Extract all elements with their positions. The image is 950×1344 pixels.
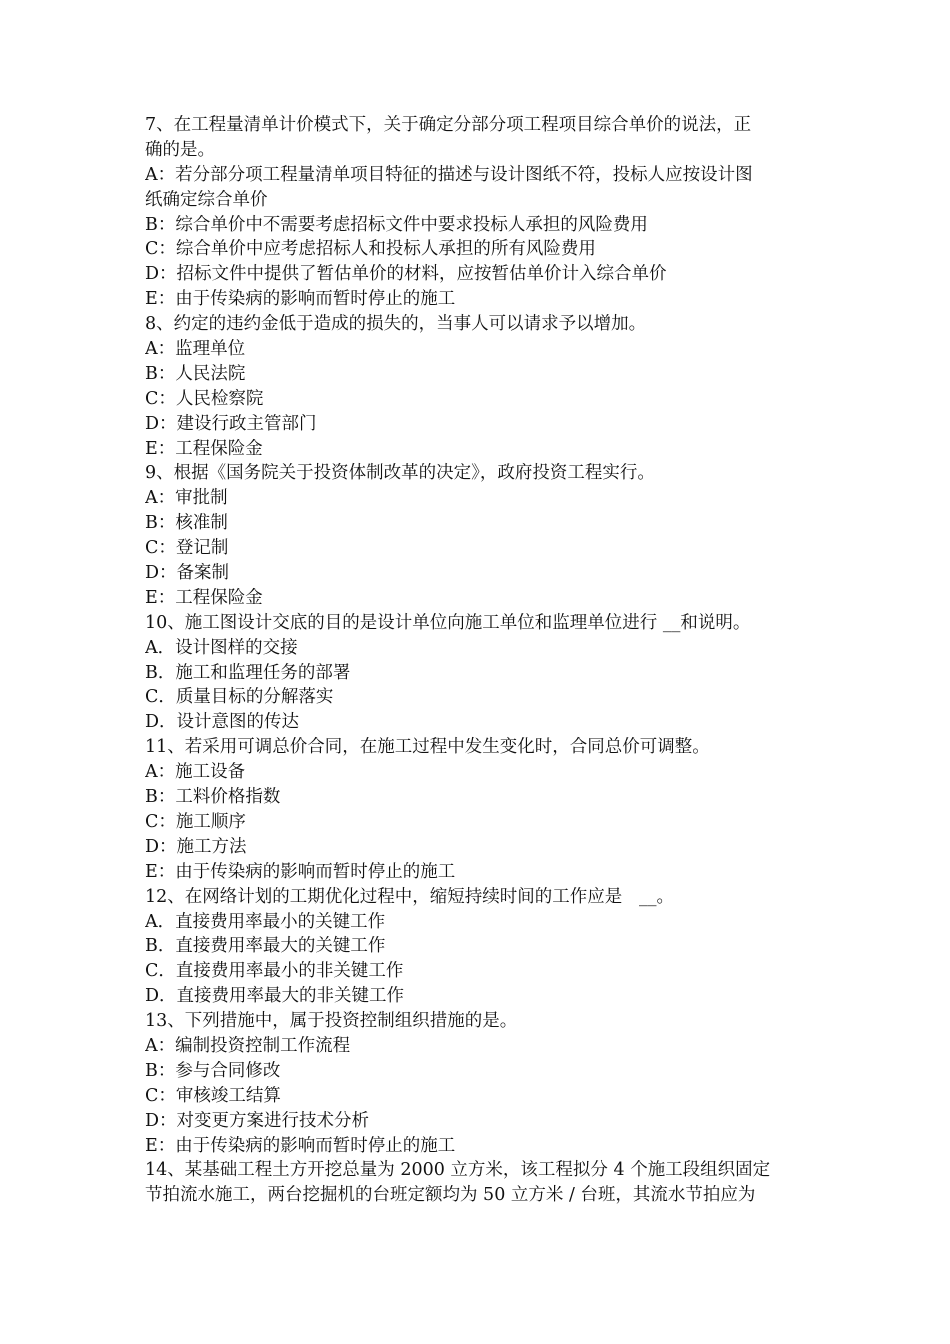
q13-option-c: C：审核竣工结算: [145, 1085, 281, 1106]
q9-option-b: B：核准制: [145, 513, 228, 534]
q9-stem: 9、根据《国务院关于投资体制改革的决定》，政府投资工程实行。: [145, 463, 655, 484]
q8-stem: 8、约定的违约金低于造成的损失的，当事人可以请求予以增加。: [145, 314, 647, 335]
q11-option-d: D：施工方法: [145, 836, 247, 857]
q10-stem: 10、施工图设计交底的目的是设计单位向施工单位和监理单位进行 __和说明。: [145, 612, 751, 633]
q13-option-a: A：编制投资控制工作流程: [145, 1035, 351, 1056]
q7-option-a-line-2: 纸确定综合单价: [145, 189, 268, 210]
q14-stem-line-2: 节拍流水施工，两台挖掘机的台班定额均为 50 立方米 / 台班，其流水节拍应为: [145, 1185, 756, 1206]
q9-option-d: D：备案制: [145, 563, 230, 584]
q12-option-a: A．直接费用率最小的关键工作: [145, 911, 386, 932]
q11-stem: 11、若采用可调总价合同，在施工过程中发生变化时，合同总价可调整。: [145, 737, 710, 758]
q7-stem-line-1: 7、在工程量清单计价模式下，关于确定分部分项工程项目综合单价的说法，正: [145, 115, 752, 135]
q8-option-c: C：人民检察院: [145, 388, 264, 409]
q9-option-c: C：登记制: [145, 538, 229, 559]
q7-option-b: B：综合单价中不需要考虑招标文件中要求投标人承担的风险费用: [145, 214, 648, 235]
q14-stem-line-1: 14、某基础工程土方开挖总量为 2000 立方米，该工程拟分 4 个施工段组织固定: [145, 1160, 771, 1181]
q13-stem: 13、下列措施中，属于投资控制组织措施的是。: [145, 1011, 518, 1032]
q9-option-e: E：工程保险金: [145, 587, 263, 608]
q10-option-d: D．设计意图的传达: [145, 712, 300, 733]
q10-option-b: B．施工和监理任务的部署: [145, 662, 351, 683]
q7-option-a-line-1: A：若分部分项工程量清单项目特征的描述与设计图纸不符，投标人应按设计图: [145, 164, 753, 185]
q8-option-e: E：工程保险金: [145, 438, 263, 459]
q7-stem-line-2: 确的是。: [145, 139, 215, 160]
q10-option-c: C．质量目标的分解落实: [145, 687, 334, 708]
q11-option-c: C：施工顺序: [145, 811, 246, 832]
q13-option-b: B：参与合同修改: [145, 1060, 281, 1081]
q11-option-b: B：工料价格指数: [145, 787, 281, 808]
q12-stem: 12、在网络计划的工期优化过程中，缩短持续时间的工作应是 __。: [145, 886, 674, 907]
q13-option-e: E：由于传染病的影响而暂时停止的施工: [145, 1135, 456, 1156]
q12-option-d: D．直接费用率最大的非关键工作: [145, 986, 405, 1007]
q7-option-d: D：招标文件中提供了暂估单价的材料，应按暂估单价计入综合单价: [145, 264, 667, 285]
q7-option-c: C：综合单价中应考虑招标人和投标人承担的所有风险费用: [145, 239, 596, 260]
q8-option-b: B：人民法院: [145, 363, 246, 384]
q10-option-a: A．设计图样的交接: [145, 637, 298, 658]
q9-option-a: A：审批制: [145, 488, 228, 509]
q12-option-c: C．直接费用率最小的非关键工作: [145, 961, 404, 982]
q11-option-e: E：由于传染病的影响而暂时停止的施工: [145, 861, 456, 882]
q13-option-d: D：对变更方案进行技术分析: [145, 1110, 370, 1131]
q8-option-a: A：监理单位: [145, 339, 246, 360]
q11-option-a: A：施工设备: [145, 762, 246, 783]
q12-option-b: B．直接费用率最大的关键工作: [145, 936, 386, 957]
q7-option-e: E：由于传染病的影响而暂时停止的施工: [145, 289, 456, 310]
document-page: [145, 113, 810, 1208]
q8-option-d: D：建设行政主管部门: [145, 413, 317, 434]
